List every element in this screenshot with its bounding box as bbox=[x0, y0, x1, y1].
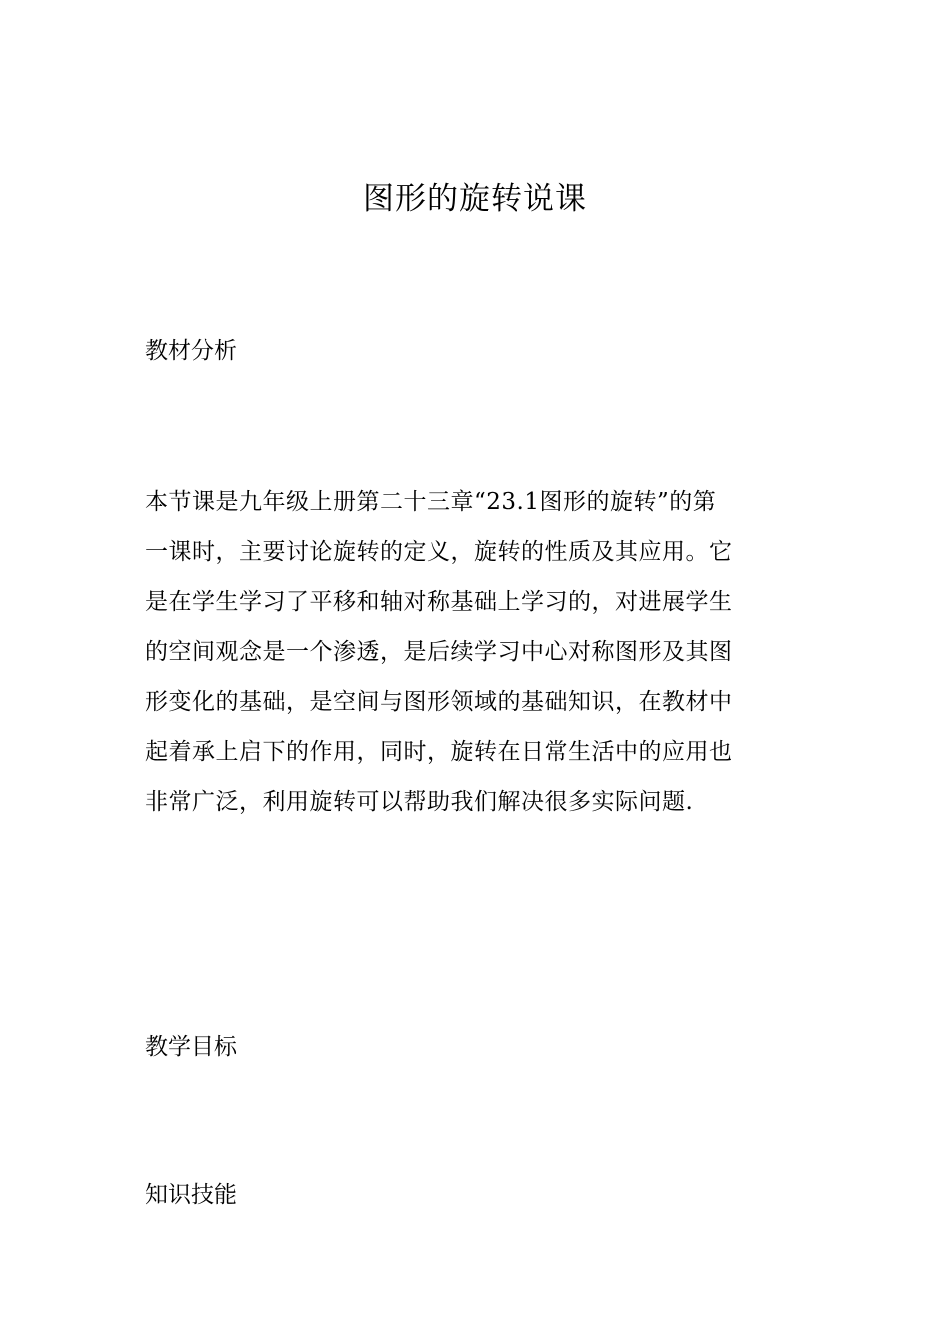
paragraph-line: 一课时，主要讨论旋转的定义，旋转的性质及其应用。它 bbox=[145, 539, 733, 565]
paragraph-line: 非常广泛，利用旋转可以帮助我们解决很多实际问题. bbox=[145, 789, 694, 815]
paragraph-line: 的空间观念是一个渗透，是后续学习中心对称图形及其图 bbox=[145, 639, 733, 665]
paragraph-line: 是在学生学习了平移和轴对称基础上学习的，对进展学生 bbox=[145, 589, 733, 615]
paragraph-line: 本节课是九年级上册第二十三章“23.1图形的旋转”的第 bbox=[145, 489, 717, 515]
document-title: 图形的旋转说课 bbox=[363, 181, 587, 217]
section-heading-knowledge-skills: 知识技能 bbox=[145, 1182, 237, 1208]
section-heading-teaching-goals: 教学目标 bbox=[145, 1034, 237, 1060]
section-heading-textbook-analysis: 教材分析 bbox=[145, 338, 237, 364]
paragraph-line: 起着承上启下的作用，同时，旋转在日常生活中的应用也 bbox=[145, 739, 733, 765]
paragraph-line: 形变化的基础，是空间与图形领域的基础知识，在教材中 bbox=[145, 689, 733, 715]
textbook-analysis-paragraph bbox=[145, 477, 810, 827]
